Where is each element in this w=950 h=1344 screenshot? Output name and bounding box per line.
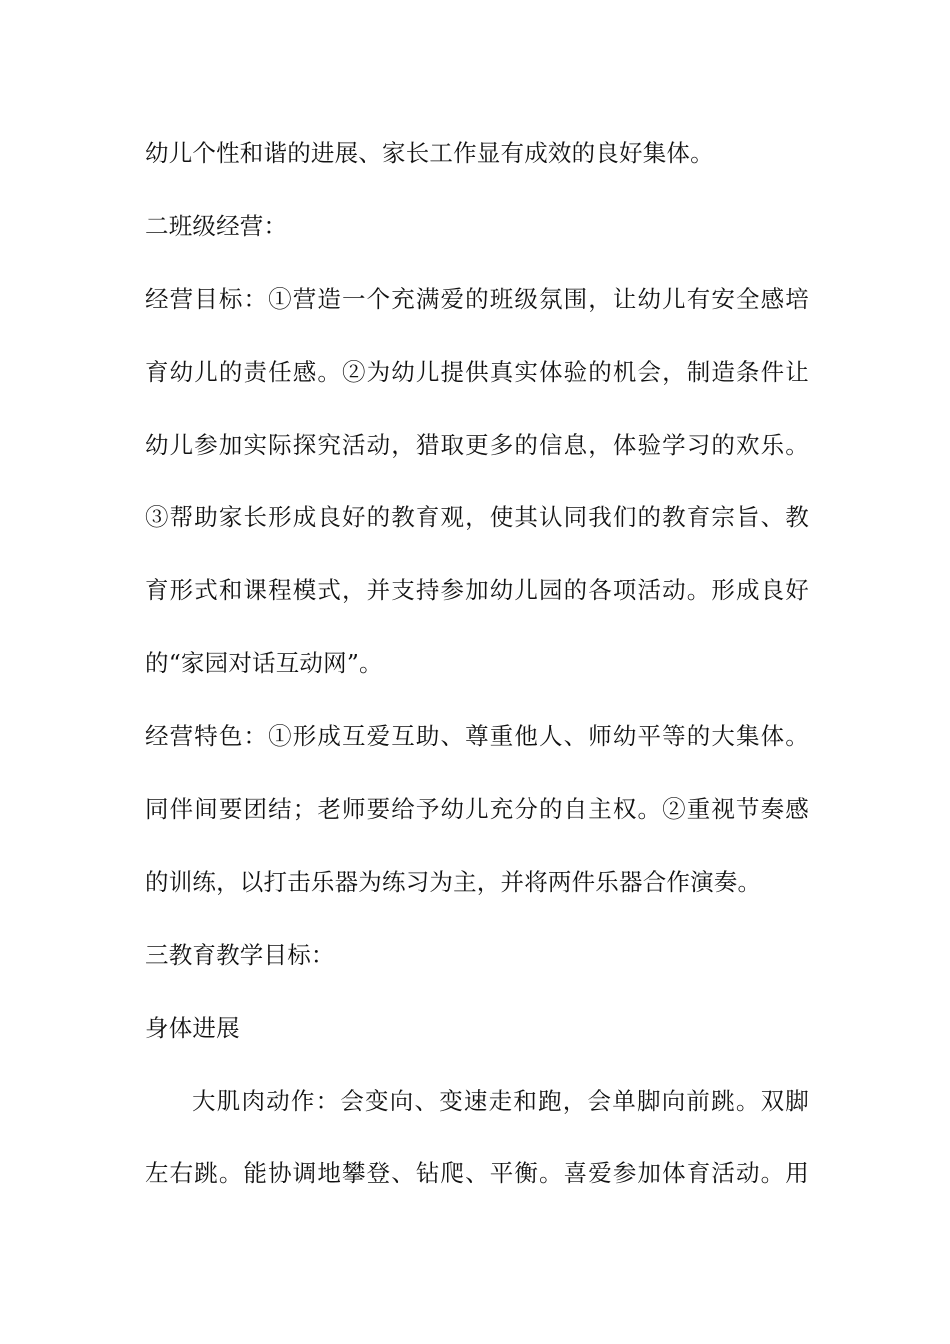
text-line-14: 大肌肉动作：会变向、变速走和跑，会单脚向前跳。双脚 [192, 1086, 809, 1115]
text-line-11: 的训练，以打击乐器为练习为主，并将两件乐器合作演奏。 [145, 867, 762, 896]
text-line-1: 幼儿个性和谐的进展、家长工作显有成效的良好集体。 [145, 139, 714, 167]
document-body [145, 127, 809, 1220]
text-line-4: 育幼儿的责任感。②为幼儿提供真实体验的机会，制造条件让 [145, 357, 809, 386]
text-line-7: 育形式和课程模式，并支持参加幼儿园的各项活动。形成良好 [145, 576, 809, 605]
section-heading-class-management: 二班级经营： [145, 211, 288, 240]
text-line-10: 同伴间要团结；老师要给予幼儿充分的自主权。②重视节奏感 [145, 795, 809, 824]
text-line-5: 幼儿参加实际探究活动，猎取更多的信息，体验学习的欢乐。 [145, 430, 809, 459]
text-line-15: 左右跳。能协调地攀登、钻爬、平衡。喜爱参加体育活动。用 [145, 1159, 809, 1188]
text-line-8: 的“家园对话互动网”。 [145, 649, 383, 678]
text-line-9: 经营特色：①形成互爱互助、尊重他人、师幼平等的大集体。 [145, 722, 809, 751]
text-line-3: 经营目标：①营造一个充满爱的班级氛围，让幼儿有安全感培 [145, 284, 809, 313]
section-heading-teaching-goals: 三教育教学目标： [145, 940, 335, 969]
text-line-6: ③帮助家长形成良好的教育观，使其认同我们的教育宗旨、教 [145, 503, 809, 532]
subheading-physical-development: 身体进展 [145, 1013, 240, 1042]
